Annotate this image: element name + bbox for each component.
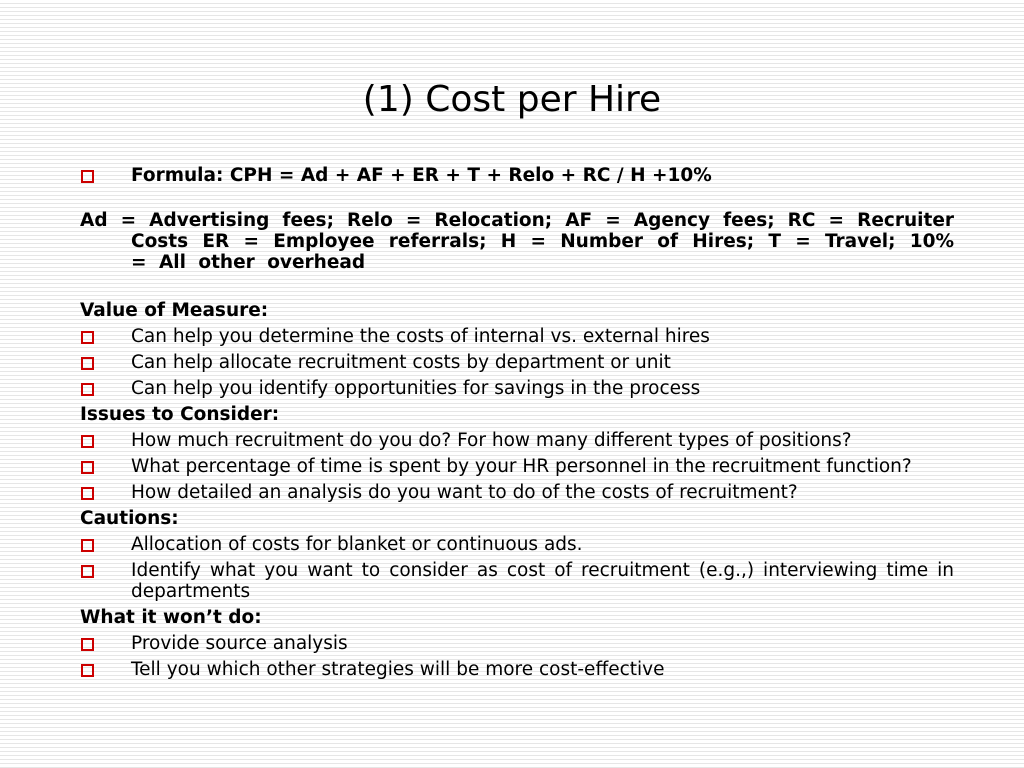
list-item-text: Can help allocate recruitment costs by department or unit <box>131 352 671 373</box>
hollow-square-bullet-icon <box>81 487 94 500</box>
list-item <box>80 456 954 477</box>
hollow-square-bullet-icon <box>81 435 94 448</box>
hollow-square-bullet-icon <box>81 461 94 474</box>
list-item <box>80 430 954 451</box>
slide-title: (1) Cost per Hire <box>362 79 662 120</box>
list-item <box>80 378 954 399</box>
list-item <box>80 352 954 373</box>
section-heading-what-it-wont-do: What it won’t do: <box>80 607 262 628</box>
hollow-square-bullet-icon <box>81 664 94 677</box>
hollow-square-bullet-icon <box>81 357 94 370</box>
formula-text: Formula: CPH = Ad + AF + ER + T + Relo + RC / H +10% <box>131 165 712 186</box>
list-item-text: Can help you determine the costs of internal vs. external hires <box>131 326 710 347</box>
list-item-text: Identify what you want to consider as cost of recruitment (e.g.,) interviewing time in departments <box>131 560 954 602</box>
list-item-text: Allocation of costs for blanket or continuous ads. <box>131 534 583 555</box>
list-item <box>80 534 954 555</box>
list-item-text: Tell you which other strategies will be more cost-effective <box>131 659 665 680</box>
list-item-text: What percentage of time is spent by your HR personnel in the recruitment function? <box>131 456 912 477</box>
hollow-square-bullet-icon <box>81 565 94 578</box>
list-item <box>80 659 954 680</box>
hollow-square-bullet-icon <box>81 170 94 183</box>
slide-content <box>80 165 954 685</box>
hollow-square-bullet-icon <box>81 638 94 651</box>
section-heading-cautions: Cautions: <box>80 508 179 529</box>
list-item <box>80 633 954 654</box>
list-item-text: Provide source analysis <box>131 633 348 654</box>
hollow-square-bullet-icon <box>81 331 94 344</box>
list-item-text: How detailed an analysis do you want to do of the costs of recruitment? <box>131 482 798 503</box>
hollow-square-bullet-icon <box>81 539 94 552</box>
section-heading-issues-to-consider: Issues to Consider: <box>80 404 280 425</box>
list-item <box>80 560 954 602</box>
section-heading-value-of-measure: Value of Measure: <box>80 300 269 321</box>
formula-item <box>80 165 954 186</box>
list-item-text: How much recruitment do you do? For how many different types of positions? <box>131 430 852 451</box>
formula-definition: Ad = Advertising fees; Relo = Relocation; AF = Agency fees; RC = Recruiter Costs ER = Employee referrals; H = Number of Hires; T = Travel; 10% = All other overhead <box>80 210 954 273</box>
hollow-square-bullet-icon <box>81 383 94 396</box>
list-item-text: Can help you identify opportunities for savings in the process <box>131 378 701 399</box>
list-item <box>80 482 954 503</box>
list-item <box>80 326 954 347</box>
